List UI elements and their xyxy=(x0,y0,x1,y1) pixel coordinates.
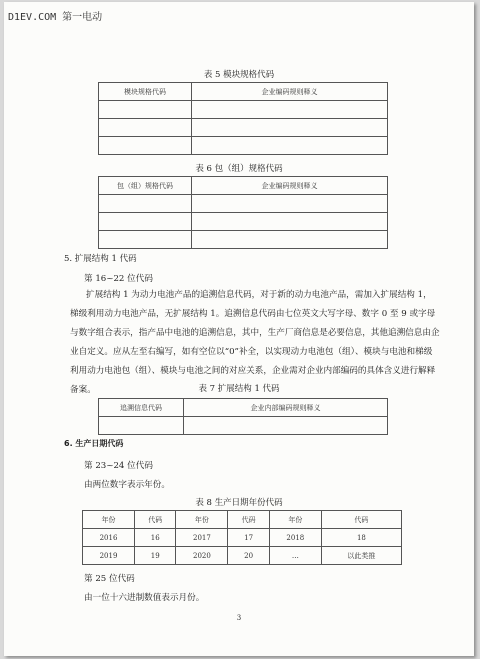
table8-cell: 代码 xyxy=(135,511,176,529)
table8-cell: 2018 xyxy=(269,529,321,547)
table8-cell: 16 xyxy=(135,529,176,547)
table-row xyxy=(99,119,388,137)
table5-header-code: 模块规格代码 xyxy=(99,83,192,101)
table-row xyxy=(99,83,388,101)
table8-cell: 代码 xyxy=(228,511,269,529)
section5-paragraph: 扩展结构 1 为动力电池产品的追溯信息代码，对于新的动力电池产品，需加入扩展结构 1，梯级利用动力电池产品，无扩展结构 1。追溯信息代码由七位英文大写字母、数字 0 至 9 或字母与数字组合表示，指产品中电池的追溯信息，其中，生产厂商信息是必要信息，其他追溯信息由企业自定义。应从左至右编写，如有空位以“0”补全，以实现动力电池包（组）、模块与电池和梯级利用动力电池包（组）、模块与电池之间的对应关系，企业需对企业内部编码的具体含义进行解释备案。 xyxy=(70,290,440,395)
table-row xyxy=(99,417,388,435)
table-row xyxy=(99,399,388,417)
table8-cell: 2016 xyxy=(83,529,135,547)
section7-subheading: 第 25 位代码 xyxy=(84,574,135,584)
table8-cell: 17 xyxy=(228,529,269,547)
table8 xyxy=(82,510,402,565)
table8-cell: … xyxy=(269,547,321,565)
table-row xyxy=(99,231,388,249)
table7 xyxy=(98,398,388,435)
table7-header-desc: 企业内部编码规则释义 xyxy=(184,399,388,417)
table5-header-desc: 企业编码规则释义 xyxy=(192,83,388,101)
table8-cell: 年份 xyxy=(269,511,321,529)
table7-caption: 表 7 扩展结构 1 代码 xyxy=(198,384,280,394)
section6-heading: 6. 生产日期代码 xyxy=(64,439,124,448)
table6-header-desc: 企业编码规则释义 xyxy=(192,177,388,195)
table-row xyxy=(83,547,402,565)
table7-header-code: 追溯信息代码 xyxy=(99,399,184,417)
table8-caption: 表 8 生产日期年份代码 xyxy=(195,498,283,508)
table8-cell: 2020 xyxy=(176,547,228,565)
table6 xyxy=(98,176,388,249)
table8-cell: 18 xyxy=(321,529,401,547)
section6-line: 由两位数字表示年份。 xyxy=(84,480,170,490)
table8-cell: 20 xyxy=(228,547,269,565)
table6-caption: 表 6 包（组）规格代码 xyxy=(195,164,283,174)
table-row xyxy=(99,195,388,213)
table-row xyxy=(99,213,388,231)
watermark: D1EV.COM 第一电动 xyxy=(8,12,103,23)
table-row xyxy=(99,101,388,119)
section6-subheading: 第 23~24 位代码 xyxy=(84,461,153,471)
table6-header-code: 包（组）规格代码 xyxy=(99,177,192,195)
table5-caption: 表 5 模块规格代码 xyxy=(203,70,275,80)
table8-cell: 2019 xyxy=(83,547,135,565)
table-row xyxy=(83,511,402,529)
section5-heading: 5. 扩展结构 1 代码 xyxy=(64,254,137,264)
section5-subheading: 第 16~22 位代码 xyxy=(84,274,153,284)
table8-cell: 代码 xyxy=(321,511,401,529)
table8-cell: 年份 xyxy=(176,511,228,529)
table-row xyxy=(83,529,402,547)
document-page xyxy=(4,2,474,656)
table8-cell: 以此类推 xyxy=(321,547,401,565)
table-row xyxy=(99,177,388,195)
table8-cell: 年份 xyxy=(83,511,135,529)
section7-line: 由一位十六进制数值表示月份。 xyxy=(84,593,205,603)
table5 xyxy=(98,82,388,155)
table-row xyxy=(99,137,388,155)
page-number: 3 xyxy=(236,614,242,622)
table8-cell: 2017 xyxy=(176,529,228,547)
table8-cell: 19 xyxy=(135,547,176,565)
